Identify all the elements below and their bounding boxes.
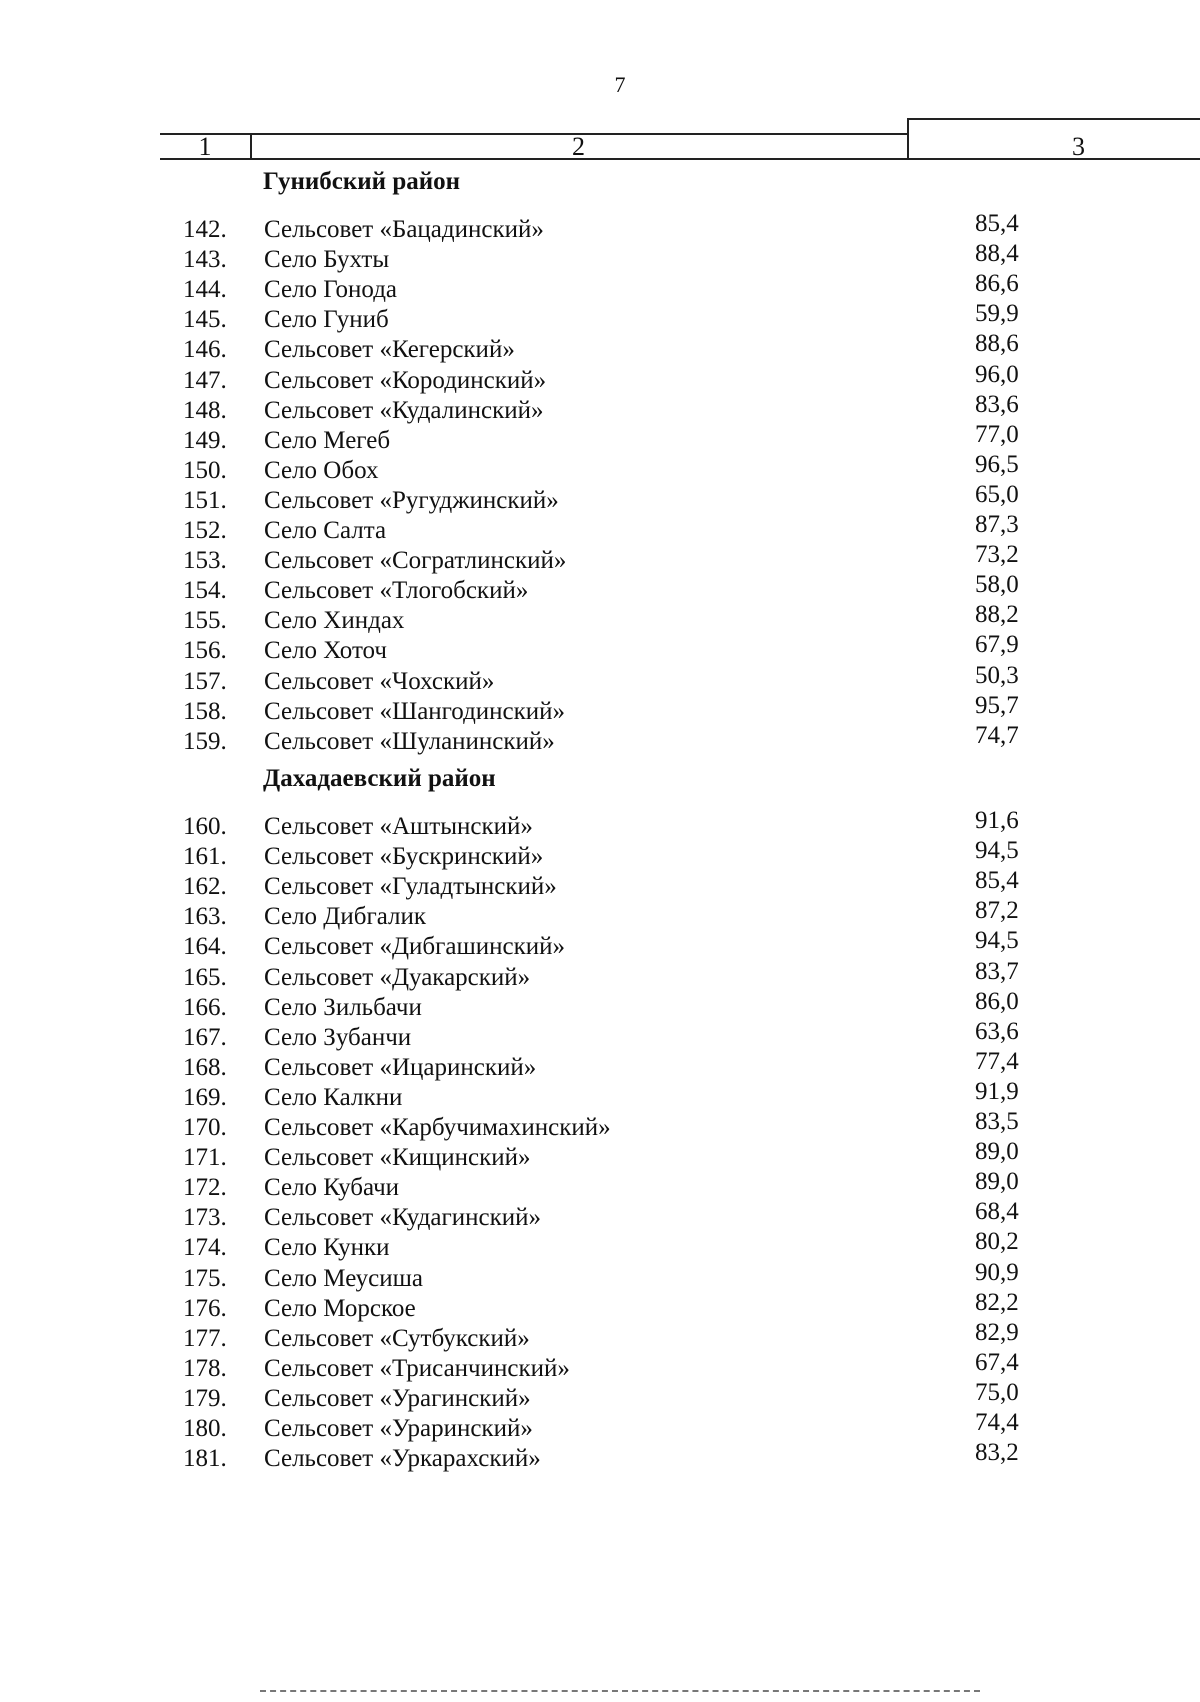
row-value: 89,0 xyxy=(975,1168,1019,1196)
row-number: 173. xyxy=(183,1204,227,1232)
row-name: Сельсовет «Кегерский» xyxy=(264,336,515,364)
section-title: Дахадаевский район xyxy=(263,765,496,792)
table-row xyxy=(0,1228,1100,1266)
row-name: Сельсовет «Кородинский» xyxy=(264,366,547,394)
row-number: 161. xyxy=(183,843,227,871)
row-name: Сельсовет «Чохский» xyxy=(264,667,495,695)
row-value: 91,9 xyxy=(975,1077,1019,1105)
row-name: Сельсовет «Кудагинский» xyxy=(264,1204,542,1232)
row-name: Сельсовет «Дуакарский» xyxy=(264,963,531,991)
row-value: 83,5 xyxy=(975,1108,1019,1135)
row-number: 180. xyxy=(183,1415,227,1442)
row-value: 89,0 xyxy=(975,1138,1019,1166)
row-value: 96,0 xyxy=(975,360,1019,388)
row-number: 166. xyxy=(183,993,227,1021)
table-row xyxy=(0,1108,1100,1146)
row-name: Село Кубачи xyxy=(264,1174,400,1202)
row-value: 85,4 xyxy=(975,210,1019,237)
row-value: 87,2 xyxy=(975,897,1019,925)
page-number: 7 xyxy=(614,72,626,97)
row-name: Село Калкни xyxy=(264,1083,403,1111)
row-name: Село Кунки xyxy=(264,1234,390,1262)
row-number: 142. xyxy=(183,216,227,243)
table-row xyxy=(0,240,1100,278)
row-name: Село Зубанчи xyxy=(264,1023,412,1051)
row-value: 73,2 xyxy=(975,541,1019,569)
row-value: 85,4 xyxy=(975,867,1019,895)
row-value: 91,6 xyxy=(975,807,1019,834)
row-number: 154. xyxy=(183,577,227,605)
table-row xyxy=(0,721,1100,760)
table-row xyxy=(0,360,1100,399)
row-value: 68,4 xyxy=(975,1198,1019,1226)
table-row xyxy=(0,450,1100,489)
header-col-2: 2 xyxy=(572,132,585,161)
row-name: Село Морское xyxy=(264,1294,416,1322)
row-value: 90,9 xyxy=(975,1258,1019,1286)
row-number: 178. xyxy=(183,1354,227,1382)
row-name: Сельсовет «Уркарахский» xyxy=(264,1445,541,1473)
table-row xyxy=(0,661,1100,700)
header-rule-top xyxy=(907,118,1200,120)
table-row xyxy=(0,1439,1100,1477)
row-value: 83,7 xyxy=(975,957,1019,985)
row-number: 164. xyxy=(183,933,227,961)
table-row xyxy=(0,807,1100,845)
table-row xyxy=(0,1378,1100,1417)
row-number: 175. xyxy=(183,1264,227,1292)
row-number: 160. xyxy=(183,813,227,840)
row-value: 75,0 xyxy=(975,1378,1019,1406)
row-name: Сельсовет «Ицаринский» xyxy=(264,1053,537,1081)
row-value: 86,0 xyxy=(975,987,1019,1015)
row-number: 170. xyxy=(183,1114,227,1141)
row-name: Сельсовет «Трисанчинский» xyxy=(264,1354,570,1382)
row-name: Село Зильбачи xyxy=(264,993,422,1021)
row-value: 82,2 xyxy=(975,1288,1019,1316)
row-name: Сельсовет «Шангодинский» xyxy=(264,697,566,725)
row-number: 153. xyxy=(183,547,227,575)
table-row xyxy=(0,631,1100,669)
row-value: 94,5 xyxy=(975,837,1019,865)
table-row xyxy=(0,541,1100,579)
table-row xyxy=(0,1288,1100,1327)
row-value: 63,6 xyxy=(975,1017,1019,1045)
table-row xyxy=(0,691,1100,730)
row-number: 146. xyxy=(183,336,227,364)
row-name: Село Мегеб xyxy=(264,426,391,454)
table-row xyxy=(0,1318,1100,1357)
row-value: 88,2 xyxy=(975,601,1019,629)
row-number: 158. xyxy=(183,697,227,725)
row-value: 77,4 xyxy=(975,1047,1019,1075)
table-row xyxy=(0,1077,1100,1116)
row-number: 148. xyxy=(183,396,227,424)
table-row xyxy=(0,601,1100,639)
row-number: 143. xyxy=(183,246,227,274)
row-name: Сельсовет «Кищинский» xyxy=(264,1144,531,1172)
row-number: 152. xyxy=(183,517,227,544)
table-row xyxy=(0,1047,1100,1086)
row-name: Сельсовет «Гуладтынский» xyxy=(264,873,557,901)
row-value: 50,3 xyxy=(975,661,1019,689)
row-number: 176. xyxy=(183,1294,227,1322)
row-value: 67,9 xyxy=(975,631,1019,659)
row-number: 147. xyxy=(183,366,227,394)
row-number: 167. xyxy=(183,1023,227,1051)
row-name: Село Гуниб xyxy=(264,306,389,334)
row-number: 149. xyxy=(183,426,227,454)
row-value: 96,5 xyxy=(975,450,1019,478)
row-number: 179. xyxy=(183,1384,227,1412)
row-number: 157. xyxy=(183,667,227,695)
row-name: Сельсовет «Ругуджинский» xyxy=(264,486,559,514)
row-number: 155. xyxy=(183,607,227,635)
row-value: 65,0 xyxy=(975,480,1019,508)
table-row xyxy=(0,987,1100,1026)
row-name: Село Дибгалик xyxy=(264,903,427,931)
row-number: 169. xyxy=(183,1083,227,1111)
row-value: 82,9 xyxy=(975,1318,1019,1346)
table-row xyxy=(0,1138,1100,1176)
row-name: Село Бухты xyxy=(264,246,390,274)
row-value: 88,4 xyxy=(975,240,1019,268)
row-number: 181. xyxy=(183,1445,227,1473)
row-number: 172. xyxy=(183,1174,227,1202)
table-row xyxy=(0,1198,1100,1236)
row-value: 67,4 xyxy=(975,1348,1019,1376)
row-number: 165. xyxy=(183,963,227,991)
row-value: 74,4 xyxy=(975,1409,1019,1436)
table-row xyxy=(0,511,1100,549)
table-row xyxy=(0,897,1100,935)
row-name: Село Салта xyxy=(264,517,387,544)
row-name: Сельсовет «Согратлинский» xyxy=(264,547,567,575)
table-row xyxy=(0,571,1100,609)
table-header xyxy=(160,118,1090,160)
row-value: 74,7 xyxy=(975,721,1019,749)
row-number: 151. xyxy=(183,486,227,514)
row-value: 77,0 xyxy=(975,420,1019,448)
row-value: 80,2 xyxy=(975,1228,1019,1256)
row-name: Село Меусиша xyxy=(264,1264,423,1292)
table-row xyxy=(0,927,1100,965)
row-number: 145. xyxy=(183,306,227,334)
table-row xyxy=(0,480,1100,519)
table-row xyxy=(0,270,1100,308)
row-name: Село Обох xyxy=(264,456,379,484)
row-name: Сельсовет «Шуланинский» xyxy=(264,727,555,755)
row-name: Сельсовет «Бацадинский» xyxy=(264,216,544,243)
row-name: Село Гонода xyxy=(264,276,398,304)
footer-dashed-line xyxy=(260,1690,980,1692)
row-number: 171. xyxy=(183,1144,227,1172)
row-name: Село Хоточ xyxy=(264,637,387,665)
row-value: 58,0 xyxy=(975,571,1019,599)
row-name: Сельсовет «Дибгашинский» xyxy=(264,933,565,961)
row-number: 177. xyxy=(183,1324,227,1352)
table-row xyxy=(0,957,1100,996)
row-number: 156. xyxy=(183,637,227,665)
row-number: 163. xyxy=(183,903,227,931)
row-value: 59,9 xyxy=(975,300,1019,328)
header-col-3: 3 xyxy=(1072,132,1085,161)
row-value: 83,2 xyxy=(975,1439,1019,1467)
table-row xyxy=(0,867,1100,905)
row-number: 144. xyxy=(183,276,227,304)
row-name: Сельсовет «Урагинский» xyxy=(264,1384,531,1412)
row-number: 162. xyxy=(183,873,227,901)
table-row xyxy=(0,300,1100,338)
row-number: 174. xyxy=(183,1234,227,1262)
table-row xyxy=(0,1348,1100,1387)
row-number: 168. xyxy=(183,1053,227,1081)
row-value: 87,3 xyxy=(975,511,1019,538)
row-value: 88,6 xyxy=(975,330,1019,358)
row-number: 159. xyxy=(183,727,227,755)
row-name: Сельсовет «Бускринский» xyxy=(264,843,544,871)
row-value: 94,5 xyxy=(975,927,1019,955)
row-name: Село Хиндах xyxy=(264,607,405,635)
table-row xyxy=(0,420,1100,459)
row-name: Сельсовет «Кудалинский» xyxy=(264,396,544,424)
row-name: Сельсовет «Сутбукский» xyxy=(264,1324,530,1352)
table-row xyxy=(0,1409,1100,1447)
row-name: Сельсовет «Тлогобский» xyxy=(264,577,529,605)
row-number: 150. xyxy=(183,456,227,484)
table-row xyxy=(0,1168,1100,1206)
table-row xyxy=(0,837,1100,875)
table-row xyxy=(0,330,1100,368)
row-name: Сельсовет «Аштынский» xyxy=(264,813,533,840)
table-row xyxy=(0,1258,1100,1297)
row-value: 95,7 xyxy=(975,691,1019,719)
section-title: Гунибский район xyxy=(263,168,461,195)
row-value: 83,6 xyxy=(975,390,1019,418)
row-name: Сельсовет «Ураринский» xyxy=(264,1415,533,1442)
table-row xyxy=(0,1017,1100,1056)
table-row xyxy=(0,390,1100,429)
row-name: Сельсовет «Карбучимахинский» xyxy=(264,1114,611,1141)
table-row xyxy=(0,210,1100,248)
row-value: 86,6 xyxy=(975,270,1019,298)
header-col-1: 1 xyxy=(198,132,212,161)
